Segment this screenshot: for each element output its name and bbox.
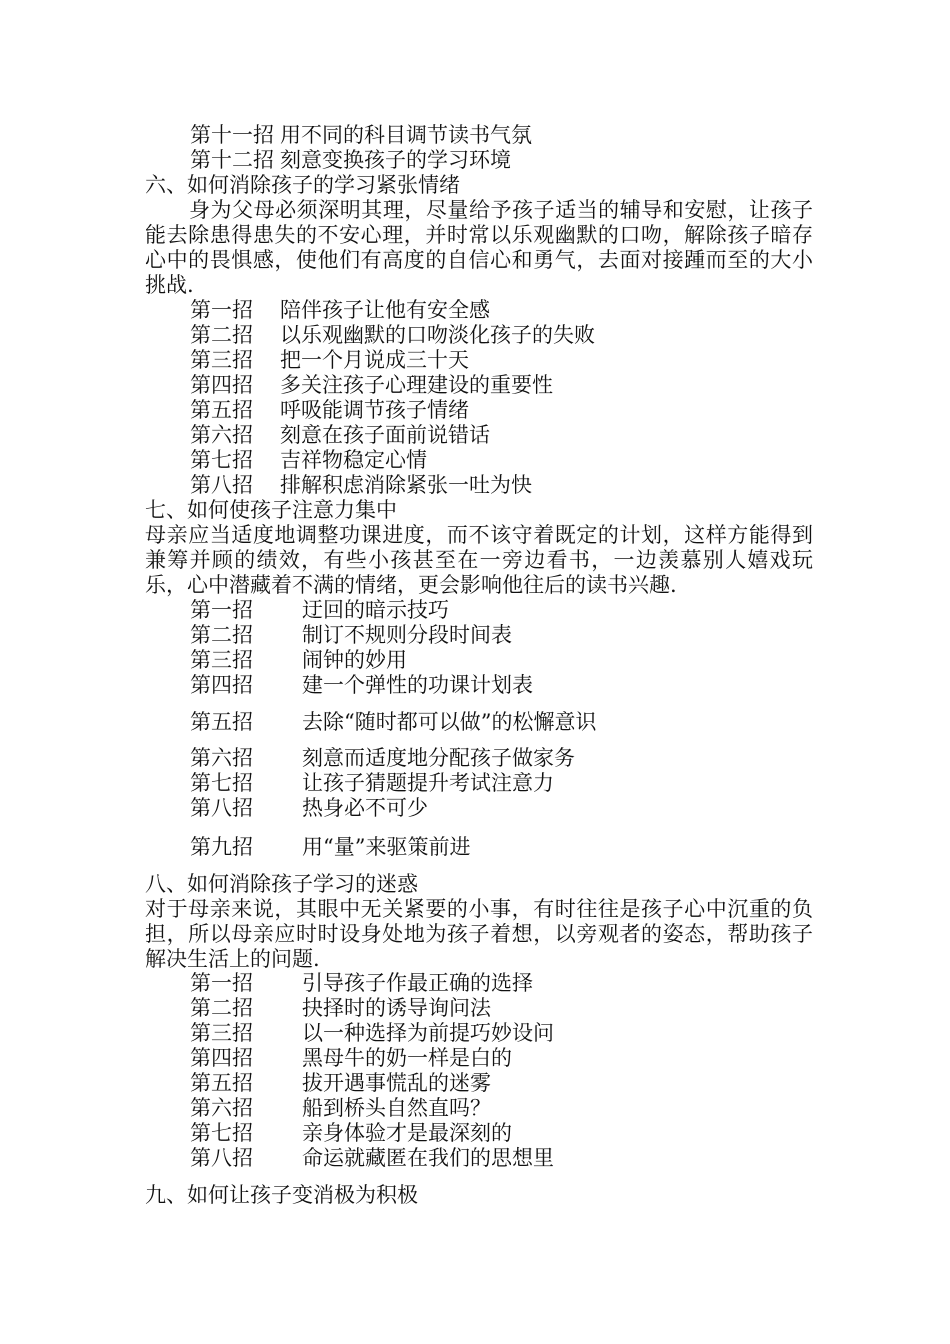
move-label: 第五招 [190, 710, 253, 734]
section-heading: 六、如何消除孩子的学习紧张情绪 [145, 173, 460, 197]
move-item [190, 398, 860, 423]
section-paragraph: 身为父母必须深明其理，尽量给予孩子适当的辅导和安慰，让孩子能去除患得患失的不安心理，并时常以乐观幽默的口吻，解除孩子暗存心中的畏惧感，使他们有高度的自信心和勇气，去面对接踵而至的大小挑战. [145, 198, 813, 297]
move-text: 亲身体验才是最深刻的 [302, 1121, 512, 1145]
move-text: 拔开遇事慌乱的迷雾 [302, 1071, 491, 1095]
move-label: 第二招 [190, 323, 253, 347]
move-text: 迂回的暗示技巧 [302, 598, 449, 622]
move-text: 刻意在孩子面前说错话 [280, 423, 490, 447]
move-label: 第八招 [190, 1146, 253, 1170]
move-label: 第三招 [190, 648, 253, 672]
move-label: 第八招 [190, 796, 253, 820]
move-label: 第七招 [190, 771, 253, 795]
move-text: 闹钟的妙用 [302, 648, 407, 672]
move-item [190, 673, 860, 698]
move-item [190, 771, 860, 796]
move-text: 排解积虑消除紧张一吐为快 [280, 473, 532, 497]
move-label: 第三招 [190, 348, 253, 372]
move-text: 去除“随时都可以做”的松懈意识 [302, 710, 597, 734]
move-label: 第二招 [190, 996, 253, 1020]
move-label: 第四招 [190, 1046, 253, 1070]
move-label: 第四招 [190, 373, 253, 397]
move-text: 刻意而适度地分配孩子做家务 [302, 746, 575, 770]
move-label: 第一招 [190, 598, 253, 622]
section-paragraph: 对于母亲来说，其眼中无关紧要的小事，有时往往是孩子心中沉重的负担，所以母亲应时时设身处地为孩子着想，以旁观者的姿态，帮助孩子解决生活上的问题. [145, 897, 813, 971]
move-item [190, 1021, 860, 1046]
move-text: 引导孩子作最正确的选择 [302, 971, 533, 995]
move-item [190, 796, 860, 821]
move-item [190, 746, 860, 771]
move-item [190, 373, 860, 398]
move-label: 第六招 [190, 423, 253, 447]
move-text: 建一个弹性的功课计划表 [302, 673, 533, 697]
move-text: 黑母牛的奶一样是白的 [302, 1046, 512, 1070]
section-heading: 八、如何消除孩子学习的迷惑 [145, 872, 418, 896]
move-item [190, 971, 860, 996]
move-item [190, 1096, 860, 1121]
move-item [190, 710, 860, 735]
move-text: 船到桥头自然直吗？ [302, 1096, 491, 1120]
move-item [190, 448, 860, 473]
section-heading: 九、如何让孩子变消极为积极 [145, 1183, 418, 1207]
move-item [190, 648, 860, 673]
move-item [190, 473, 860, 498]
move-text: 用不同的科目调节读书气氛 [280, 123, 532, 147]
move-text: 用“量”来驱策前进 [302, 835, 471, 859]
move-label: 第六招 [190, 746, 253, 770]
move-text: 以乐观幽默的口吻淡化孩子的失败 [280, 323, 595, 347]
move-label: 第一招 [190, 971, 253, 995]
move-text: 刻意变换孩子的学习环境 [280, 148, 511, 172]
move-label: 第七招 [190, 448, 253, 472]
move-text: 多关注孩子心理建设的重要性 [280, 373, 553, 397]
move-label: 第五招 [190, 398, 253, 422]
move-label: 第三招 [190, 1021, 253, 1045]
move-label: 第七招 [190, 1121, 253, 1145]
move-label: 第一招 [190, 298, 253, 322]
move-label: 第二招 [190, 623, 253, 647]
move-item [190, 835, 860, 860]
move-item [190, 1146, 860, 1171]
move-label: 第八招 [190, 473, 253, 497]
move-label: 第九招 [190, 835, 253, 859]
move-text: 抉择时的诱导询问法 [302, 996, 491, 1020]
move-item [190, 996, 860, 1021]
move-item [190, 1071, 860, 1096]
move-label: 第六招 [190, 1096, 253, 1120]
move-item [190, 623, 860, 648]
section-paragraph: 母亲应当适度地调整功课进度，而不该守着既定的计划，这样方能得到兼筹并顾的绩效，有些小孩甚至在一旁边看书，一边羡慕别人嬉戏玩乐，心中潜藏着不满的情绪，更会影响他往后的读书兴趣. [145, 523, 813, 597]
move-item [190, 123, 860, 148]
move-item [190, 1046, 860, 1071]
move-text: 热身必不可少 [302, 796, 428, 820]
move-item [190, 148, 860, 173]
move-label: 第五招 [190, 1071, 253, 1095]
move-label: 第十一招 [190, 123, 274, 147]
move-item [190, 1121, 860, 1146]
move-text: 吉祥物稳定心情 [280, 448, 427, 472]
move-item [190, 598, 860, 623]
move-item [190, 323, 860, 348]
move-text: 命运就藏匿在我们的思想里 [302, 1146, 554, 1170]
move-text: 以一种选择为前提巧妙设问 [302, 1021, 554, 1045]
move-label: 第十二招 [190, 148, 274, 172]
move-label: 第四招 [190, 673, 253, 697]
move-item [190, 423, 860, 448]
section-heading: 七、如何使孩子注意力集中 [145, 498, 397, 522]
move-text: 呼吸能调节孩子情绪 [280, 398, 469, 422]
move-text: 把一个月说成三十天 [280, 348, 469, 372]
move-item [190, 298, 860, 323]
move-item [190, 348, 860, 373]
move-text: 制订不规则分段时间表 [302, 623, 512, 647]
move-text: 让孩子猜题提升考试注意力 [302, 771, 554, 795]
move-text: 陪伴孩子让他有安全感 [280, 298, 490, 322]
